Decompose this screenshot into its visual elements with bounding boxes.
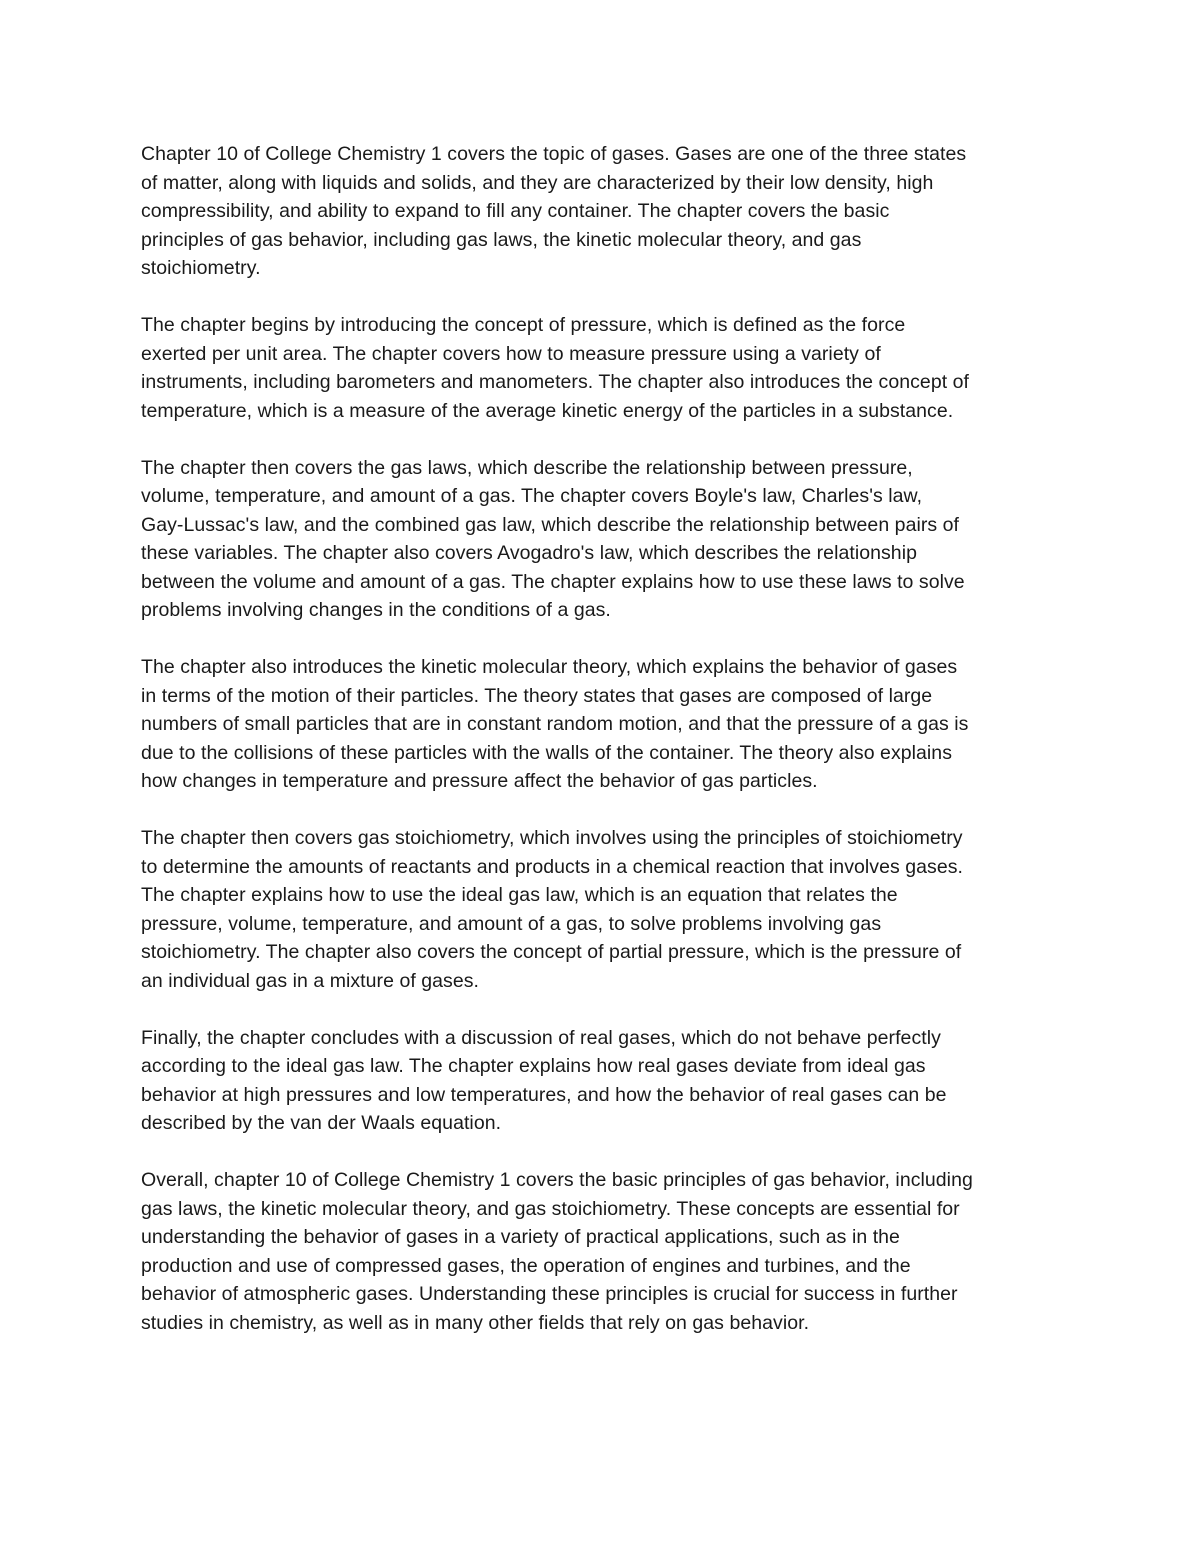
paragraph-gas-laws: The chapter then covers the gas laws, which describe the relationship between pressure, volume, temperature, and amount of a gas. The chapter covers Boyle's law, Charles's law, Gay-Lussac's law, and the combined gas law, which describe the relationship between pairs of these variables. The chapter also covers Avogadro's law, which describes the relationship between the volume and amount of a gas. The chapter explains how to use these laws to solve problems involving changes in the conditions of a gas. xyxy=(141,456,965,621)
paragraph-stoichiometry: The chapter then covers gas stoichiometry, which involves using the principles of stoichiometry to determine the amounts of reactants and products in a chemical reaction that involves gases. The chapter explains how to use the ideal gas law, which is an equation that relates the pressure, volume, temperature, and amount of a gas, to solve problems involving gas stoichiometry. The chapter also covers the concept of partial pressure, which is the pressure of an individual gas in a mixture of gases. xyxy=(141,827,963,992)
paragraph-conclusion: Overall, chapter 10 of College Chemistry 1 covers the basic principles of gas behavior, including gas laws, the kinetic molecular theory, and gas stoichiometry. These concepts are essential for understanding the behavior of gases in a variety of practical applications, such as in the production and use of compressed gases, the operation of engines and turbines, and the behavior of atmospheric gases. Understanding these principles is crucial for success in further studies in chemistry, as well as in many other fields that rely on gas behavior. xyxy=(141,1169,973,1334)
paragraph-pressure: The chapter begins by introducing the concept of pressure, which is defined as the force exerted per unit area. The chapter covers how to measure pressure using a variety of instruments, including barometers and manometers. The chapter also introduces the concept of temperature, which is a measure of the average kinetic energy of the particles in a substance. xyxy=(141,314,970,422)
document-body xyxy=(141,140,1066,1366)
paragraph-real-gases: Finally, the chapter concludes with a discussion of real gases, which do not behave perfectly according to the ideal gas law. The chapter explains how real gases deviate from ideal gas behavior at high pressures and low temperatures, and how the behavior of real gases can be described by the van der Waals equation. xyxy=(141,1026,947,1134)
paragraph-kinetic-theory: The chapter also introduces the kinetic molecular theory, which explains the behavior of gases in terms of the motion of their particles. The theory states that gases are composed of large numbers of small particles that are in constant random motion, and that the pressure of a gas is due to the collisions of these particles with the walls of the container. The theory also explains how changes in temperature and pressure affect the behavior of gas particles. xyxy=(141,656,969,792)
paragraph-intro: Chapter 10 of College Chemistry 1 covers the topic of gases. Gases are one of the three states of matter, along with liquids and solids, and they are characterized by their low density, high compressibility, and ability to expand to fill any container. The chapter covers the basic principles of gas behavior, including gas laws, the kinetic molecular theory, and gas stoichiometry. xyxy=(141,143,967,279)
